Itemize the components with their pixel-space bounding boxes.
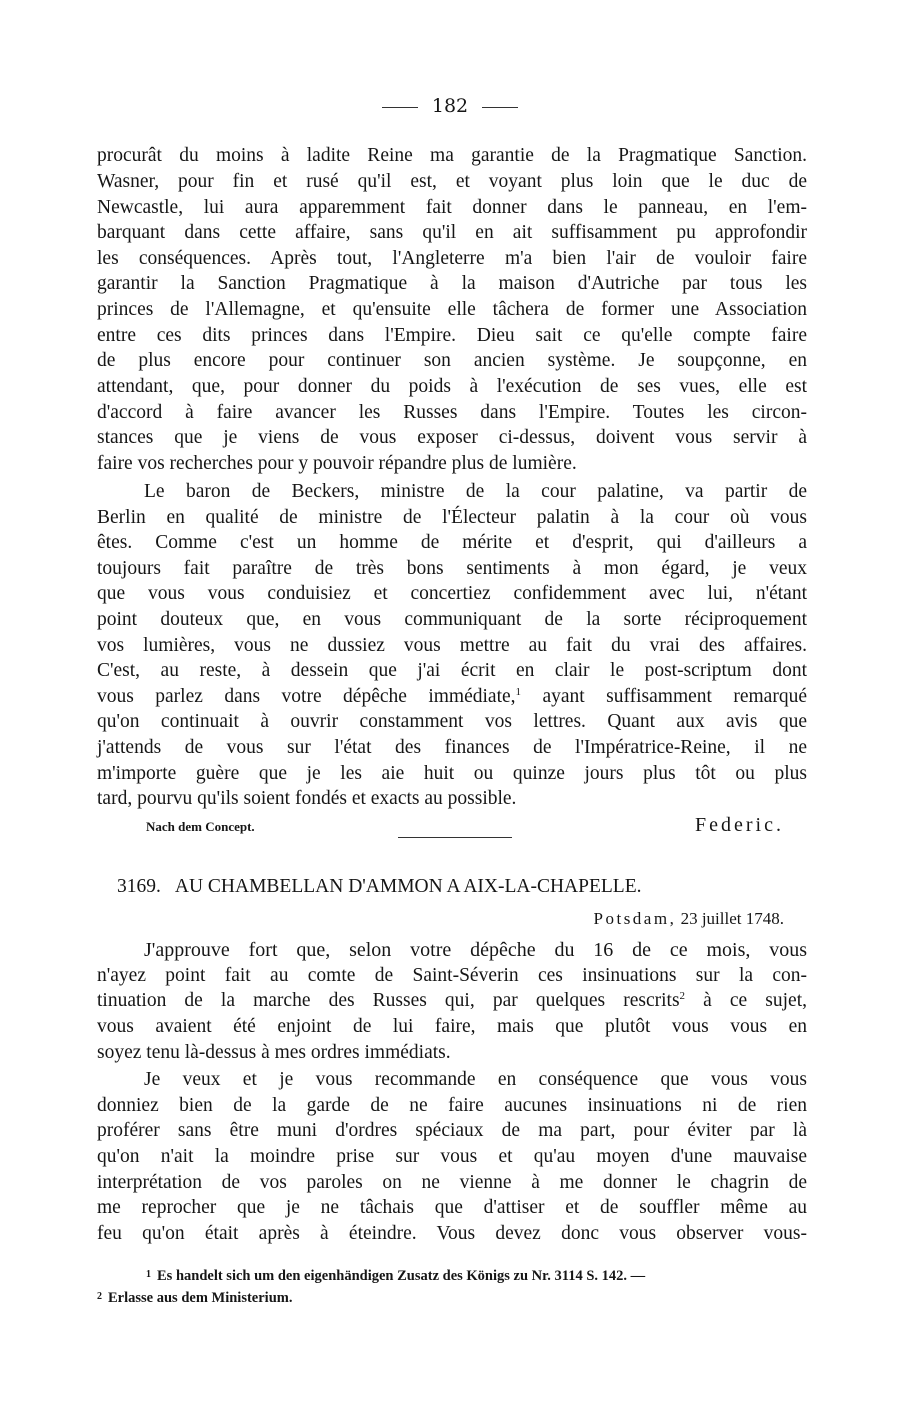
text-line: attendant, que, pour donner du poids à l'exécution de ses vues, elle est xyxy=(97,376,807,397)
footnote-ref-2[interactable]: 2 xyxy=(679,990,686,1002)
text-line: donniez bien de la garde de ne faire aucunes insinuations ni de rien xyxy=(97,1095,807,1116)
header-rule-left xyxy=(382,107,418,108)
footnote-ref-1[interactable]: 1 xyxy=(515,686,522,698)
text-line: faire vos recherches pour y pouvoir répandre plus de lumière. xyxy=(97,453,577,474)
header-rule-right xyxy=(482,107,518,108)
text-line: garantir la Sanction Pragmatique à la maison d'Autriche par tous les xyxy=(97,273,807,294)
text-line: que vous vous conduisiez et concertiez confidemment avec lui, n'étant xyxy=(97,583,807,604)
page-header xyxy=(0,93,900,119)
letter-heading xyxy=(117,874,787,900)
text-line: vos lumières, vous ne dussiez vous mettre au fait du vrai des affaires. xyxy=(97,635,807,656)
footnote-2 xyxy=(97,1286,292,1309)
text-line: Le baron de Beckers, ministre de la cour palatine, va partir de xyxy=(144,481,807,502)
text-fragment: ayant suffisamment remarqué xyxy=(521,686,807,707)
text-line: qu'on continuait à ouvrir constamment vos lettres. Quant aux avis que xyxy=(97,711,807,732)
text-line: m'importe guère que je les aie huit ou quinze jours plus tôt ou plus xyxy=(97,763,807,784)
text-line: Wasner, pour fin et rusé qu'il est, et voyant plus loin que le duc de xyxy=(97,171,807,192)
text-line: princes de l'Allemagne, et qu'ensuite elle tâchera de former une Association xyxy=(97,299,807,320)
footnote-1 xyxy=(146,1264,645,1287)
text-line: C'est, au reste, à dessein que j'ai écrit en clair le post-scriptum dont xyxy=(97,660,807,681)
text-line: point douteux que, en vous communiquant de la sorte réciproquement xyxy=(97,609,807,630)
signature: Federic. xyxy=(695,814,784,836)
section-divider xyxy=(398,837,512,838)
dateline xyxy=(594,907,784,931)
text-line: J'approuve fort que, selon votre dépêche du 16 de ce mois, vous xyxy=(144,939,807,961)
source-note: Nach dem Concept. xyxy=(146,819,255,834)
text-line: toujours fait paraître de très bons sentiments à mon égard, je veux xyxy=(97,558,807,579)
text-line: êtes. Comme c'est un homme de mérite et d'esprit, qui d'ailleurs a xyxy=(97,532,807,553)
text-line: n'ayez point fait au comte de Saint-Séverin ces insinuations sur la con- xyxy=(97,965,807,986)
text-line: j'attends de vous sur l'état des finances de l'Impératrice-Reine, il ne xyxy=(97,737,807,758)
dateline-place: Potsdam, xyxy=(593,909,677,928)
page-number: 182 xyxy=(431,95,469,117)
text-line: Berlin en qualité de ministre de l'Électeur palatin à la cour où vous xyxy=(97,507,807,528)
text-line: me reprocher que je ne tâchais que d'attiser et de souffler même au xyxy=(97,1197,807,1218)
footnote-marker: 2 xyxy=(97,1291,102,1302)
text-line: feu qu'on était après à éteindre. Vous devez donc vous observer vous- xyxy=(97,1223,807,1244)
text-fragment: à ce sujet, xyxy=(685,990,808,1011)
text-line xyxy=(97,684,807,710)
text-line: vous avaient été enjoint de lui faire, mais que plutôt vous vous en xyxy=(97,1016,807,1037)
text-line: barquant dans cette affaire, sans qu'il en ait suffisamment pu approfondir xyxy=(97,222,807,243)
footnote-marker: 1 xyxy=(146,1269,151,1280)
footnote-text: Erlasse aus dem Ministerium. xyxy=(108,1290,293,1306)
text-line: Newcastle, lui aura apparemment fait donner dans le panneau, en l'em- xyxy=(97,197,807,218)
text-line: entre ces dits princes dans l'Empire. Dieu sait ce qu'elle compte faire xyxy=(97,325,807,346)
text-line: d'accord à faire avancer les Russes dans l'Empire. Toutes les circon- xyxy=(97,402,807,423)
text-line: stances que je viens de vous exposer ci-dessus, doivent vous servir à xyxy=(97,427,807,448)
letter-number: 3169. xyxy=(117,876,161,897)
text-line: soyez tenu là-dessus à mes ordres immédiats. xyxy=(97,1042,451,1063)
text-line: qu'on n'ait la moindre prise sur vous et qu'au moyen d'une mauvaise xyxy=(97,1146,807,1167)
text-line: procurât du moins à ladite Reine ma garantie de la Pragmatique Sanction. xyxy=(97,145,807,166)
text-line: proférer sans être muni d'ordres spéciaux de ma part, pour éviter par là xyxy=(97,1120,807,1141)
footnote-text: Es handelt sich um den eigenhändigen Zusatz des Königs zu Nr. 3114 S. 142. — xyxy=(157,1268,646,1284)
text-fragment: tinuation de la marche des Russes qui, par quelques rescrits xyxy=(97,990,680,1011)
text-line: Je veux et je vous recommande en conséquence que vous vous xyxy=(144,1069,807,1090)
text-line: de plus encore pour continuer son ancien système. Je soupçonne, en xyxy=(97,350,807,371)
text-line: les conséquences. Après tout, l'Angleterre m'a bien l'air de vouloir faire xyxy=(97,248,807,269)
letter-title: AU CHAMBELLAN D'AMMON A AIX-LA-CHAPELLE. xyxy=(174,876,642,897)
text-line xyxy=(97,988,807,1014)
text-fragment: vous parlez dans votre dépêche immédiate, xyxy=(97,686,516,707)
text-line: tard, pourvu qu'ils soient fondés et exacts au possible. xyxy=(97,788,517,809)
text-line: interprétation de vos paroles on ne vienne à me donner le chagrin de xyxy=(97,1172,807,1193)
dateline-date: 23 juillet 1748. xyxy=(680,909,784,928)
